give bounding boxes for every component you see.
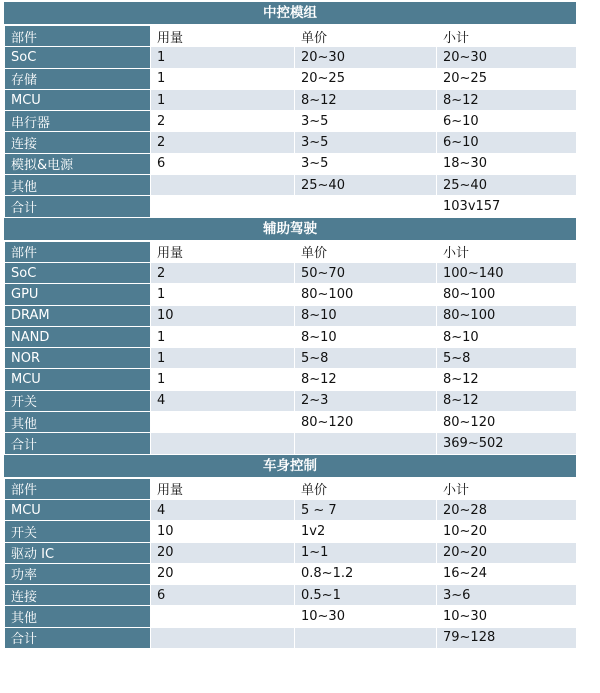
row-label-cell: NAND bbox=[5, 326, 151, 347]
row-label-cell: 部件 bbox=[5, 241, 151, 262]
table-cell: 1 bbox=[151, 68, 295, 89]
table-cell: 单价 bbox=[295, 26, 437, 47]
table-cell: 小计 bbox=[437, 241, 577, 262]
table-cell: 1 bbox=[151, 89, 295, 110]
table-row bbox=[5, 132, 577, 153]
row-label-cell: 部件 bbox=[5, 26, 151, 47]
section-table bbox=[4, 25, 577, 218]
table-row bbox=[5, 369, 577, 390]
table-cell: 5~8 bbox=[295, 348, 437, 369]
row-label-cell: 部件 bbox=[5, 478, 151, 499]
row-label-cell: MCU bbox=[5, 89, 151, 110]
table-cell: 3~6 bbox=[437, 585, 577, 606]
table-cell: 6~10 bbox=[437, 111, 577, 132]
table-cell: 6~10 bbox=[437, 132, 577, 153]
table-row bbox=[5, 348, 577, 369]
row-label-cell: 驱动 IC bbox=[5, 542, 151, 563]
table-cell: 80~100 bbox=[295, 284, 437, 305]
table-cell: 10~30 bbox=[295, 606, 437, 627]
table-row bbox=[5, 542, 577, 563]
table-header-row bbox=[5, 26, 577, 47]
table-cell: 80~100 bbox=[437, 284, 577, 305]
table-cell: 8~12 bbox=[295, 89, 437, 110]
table-cell: 25~40 bbox=[437, 175, 577, 196]
row-label-cell: 合计 bbox=[5, 627, 151, 648]
table-cell: 8~12 bbox=[437, 369, 577, 390]
table-cell: 5~8 bbox=[437, 348, 577, 369]
table-row bbox=[5, 563, 577, 584]
table-cell: 20~30 bbox=[295, 47, 437, 68]
table-cell: 50~70 bbox=[295, 262, 437, 283]
row-label-cell: 其他 bbox=[5, 412, 151, 433]
table-cell bbox=[151, 175, 295, 196]
table-cell: 2~3 bbox=[295, 390, 437, 411]
table-row bbox=[5, 326, 577, 347]
table-cell: 3~5 bbox=[295, 111, 437, 132]
table-cell: 8~12 bbox=[437, 390, 577, 411]
table-row bbox=[5, 606, 577, 627]
table-cell: 0.5~1 bbox=[295, 585, 437, 606]
table-cell: 用量 bbox=[151, 478, 295, 499]
table-cell: 用量 bbox=[151, 26, 295, 47]
table-cell: 0.8~1.2 bbox=[295, 563, 437, 584]
table-cell: 8~10 bbox=[437, 326, 577, 347]
table-cell: 2 bbox=[151, 111, 295, 132]
table-row bbox=[5, 305, 577, 326]
table-cell: 20~20 bbox=[437, 542, 577, 563]
table-cell: 1v2 bbox=[295, 521, 437, 542]
bom-sheet bbox=[4, 2, 576, 649]
table-cell bbox=[295, 196, 437, 217]
table-row bbox=[5, 262, 577, 283]
table-row bbox=[5, 390, 577, 411]
row-label-cell: 功率 bbox=[5, 563, 151, 584]
section-table bbox=[4, 241, 577, 455]
table-cell: 4 bbox=[151, 390, 295, 411]
table-cell: 1 bbox=[151, 47, 295, 68]
table-cell: 1 bbox=[151, 326, 295, 347]
table-cell bbox=[295, 433, 437, 454]
table-header-row bbox=[5, 241, 577, 262]
table-cell: 5 ~ 7 bbox=[295, 499, 437, 520]
row-label-cell: 开关 bbox=[5, 390, 151, 411]
table-body bbox=[5, 241, 577, 454]
table-row bbox=[5, 196, 577, 217]
table-cell: 8~10 bbox=[295, 326, 437, 347]
table-header-row bbox=[5, 478, 577, 499]
table-cell: 1 bbox=[151, 348, 295, 369]
table-row bbox=[5, 68, 577, 89]
row-label-cell: 其他 bbox=[5, 175, 151, 196]
table-cell bbox=[151, 627, 295, 648]
row-label-cell: 模拟&电源 bbox=[5, 153, 151, 174]
table-cell bbox=[151, 606, 295, 627]
table-row bbox=[5, 153, 577, 174]
table-cell: 10 bbox=[151, 305, 295, 326]
row-label-cell: MCU bbox=[5, 499, 151, 520]
table-cell: 20~25 bbox=[437, 68, 577, 89]
table-cell: 3~5 bbox=[295, 132, 437, 153]
table-cell bbox=[151, 412, 295, 433]
table-row bbox=[5, 521, 577, 542]
table-cell bbox=[295, 627, 437, 648]
table-cell: 3~5 bbox=[295, 153, 437, 174]
table-cell: 6 bbox=[151, 585, 295, 606]
table-cell: 16~24 bbox=[437, 563, 577, 584]
table-cell: 8~12 bbox=[437, 89, 577, 110]
table-cell: 20 bbox=[151, 563, 295, 584]
section-body-control bbox=[4, 455, 576, 649]
table-cell: 369~502 bbox=[437, 433, 577, 454]
table-cell: 小计 bbox=[437, 26, 577, 47]
table-cell: 10~20 bbox=[437, 521, 577, 542]
table-cell: 6 bbox=[151, 153, 295, 174]
table-cell: 20~28 bbox=[437, 499, 577, 520]
table-cell: 79~128 bbox=[437, 627, 577, 648]
table-body bbox=[5, 478, 577, 648]
table-row bbox=[5, 175, 577, 196]
section-title: 辅助驾驶 bbox=[4, 218, 576, 241]
table-cell: 80~100 bbox=[437, 305, 577, 326]
table-cell: 18~30 bbox=[437, 153, 577, 174]
table-cell: 1 bbox=[151, 369, 295, 390]
table-cell: 80~120 bbox=[295, 412, 437, 433]
table-row bbox=[5, 111, 577, 132]
table-cell: 100~140 bbox=[437, 262, 577, 283]
table-cell: 1~1 bbox=[295, 542, 437, 563]
table-body bbox=[5, 26, 577, 218]
table-cell: 8~12 bbox=[295, 369, 437, 390]
table-cell: 单价 bbox=[295, 241, 437, 262]
table-cell: 20~30 bbox=[437, 47, 577, 68]
table-row bbox=[5, 47, 577, 68]
row-label-cell: 开关 bbox=[5, 521, 151, 542]
section-adas bbox=[4, 218, 576, 455]
table-row bbox=[5, 89, 577, 110]
table-cell: 80~120 bbox=[437, 412, 577, 433]
section-title: 车身控制 bbox=[4, 455, 576, 478]
row-label-cell: 连接 bbox=[5, 585, 151, 606]
section-table bbox=[4, 478, 577, 649]
table-cell: 10~30 bbox=[437, 606, 577, 627]
row-label-cell: MCU bbox=[5, 369, 151, 390]
table-cell bbox=[151, 433, 295, 454]
table-cell: 8~10 bbox=[295, 305, 437, 326]
row-label-cell: 串行器 bbox=[5, 111, 151, 132]
table-row bbox=[5, 627, 577, 648]
table-row bbox=[5, 585, 577, 606]
section-title: 中控模组 bbox=[4, 2, 576, 25]
row-label-cell: GPU bbox=[5, 284, 151, 305]
row-label-cell: 合计 bbox=[5, 196, 151, 217]
table-row bbox=[5, 499, 577, 520]
table-row bbox=[5, 433, 577, 454]
row-label-cell: 其他 bbox=[5, 606, 151, 627]
table-cell: 小计 bbox=[437, 478, 577, 499]
section-infotainment bbox=[4, 2, 576, 218]
row-label-cell: SoC bbox=[5, 47, 151, 68]
row-label-cell: 连接 bbox=[5, 132, 151, 153]
table-cell bbox=[151, 196, 295, 217]
table-cell: 2 bbox=[151, 132, 295, 153]
table-cell: 20 bbox=[151, 542, 295, 563]
table-cell: 10 bbox=[151, 521, 295, 542]
table-cell: 4 bbox=[151, 499, 295, 520]
row-label-cell: NOR bbox=[5, 348, 151, 369]
row-label-cell: 存储 bbox=[5, 68, 151, 89]
table-row bbox=[5, 284, 577, 305]
table-cell: 用量 bbox=[151, 241, 295, 262]
row-label-cell: DRAM bbox=[5, 305, 151, 326]
row-label-cell: 合计 bbox=[5, 433, 151, 454]
table-cell: 103v157 bbox=[437, 196, 577, 217]
table-cell: 20~25 bbox=[295, 68, 437, 89]
table-cell: 25~40 bbox=[295, 175, 437, 196]
table-cell: 1 bbox=[151, 284, 295, 305]
table-row bbox=[5, 412, 577, 433]
table-cell: 2 bbox=[151, 262, 295, 283]
table-cell: 单价 bbox=[295, 478, 437, 499]
row-label-cell: SoC bbox=[5, 262, 151, 283]
